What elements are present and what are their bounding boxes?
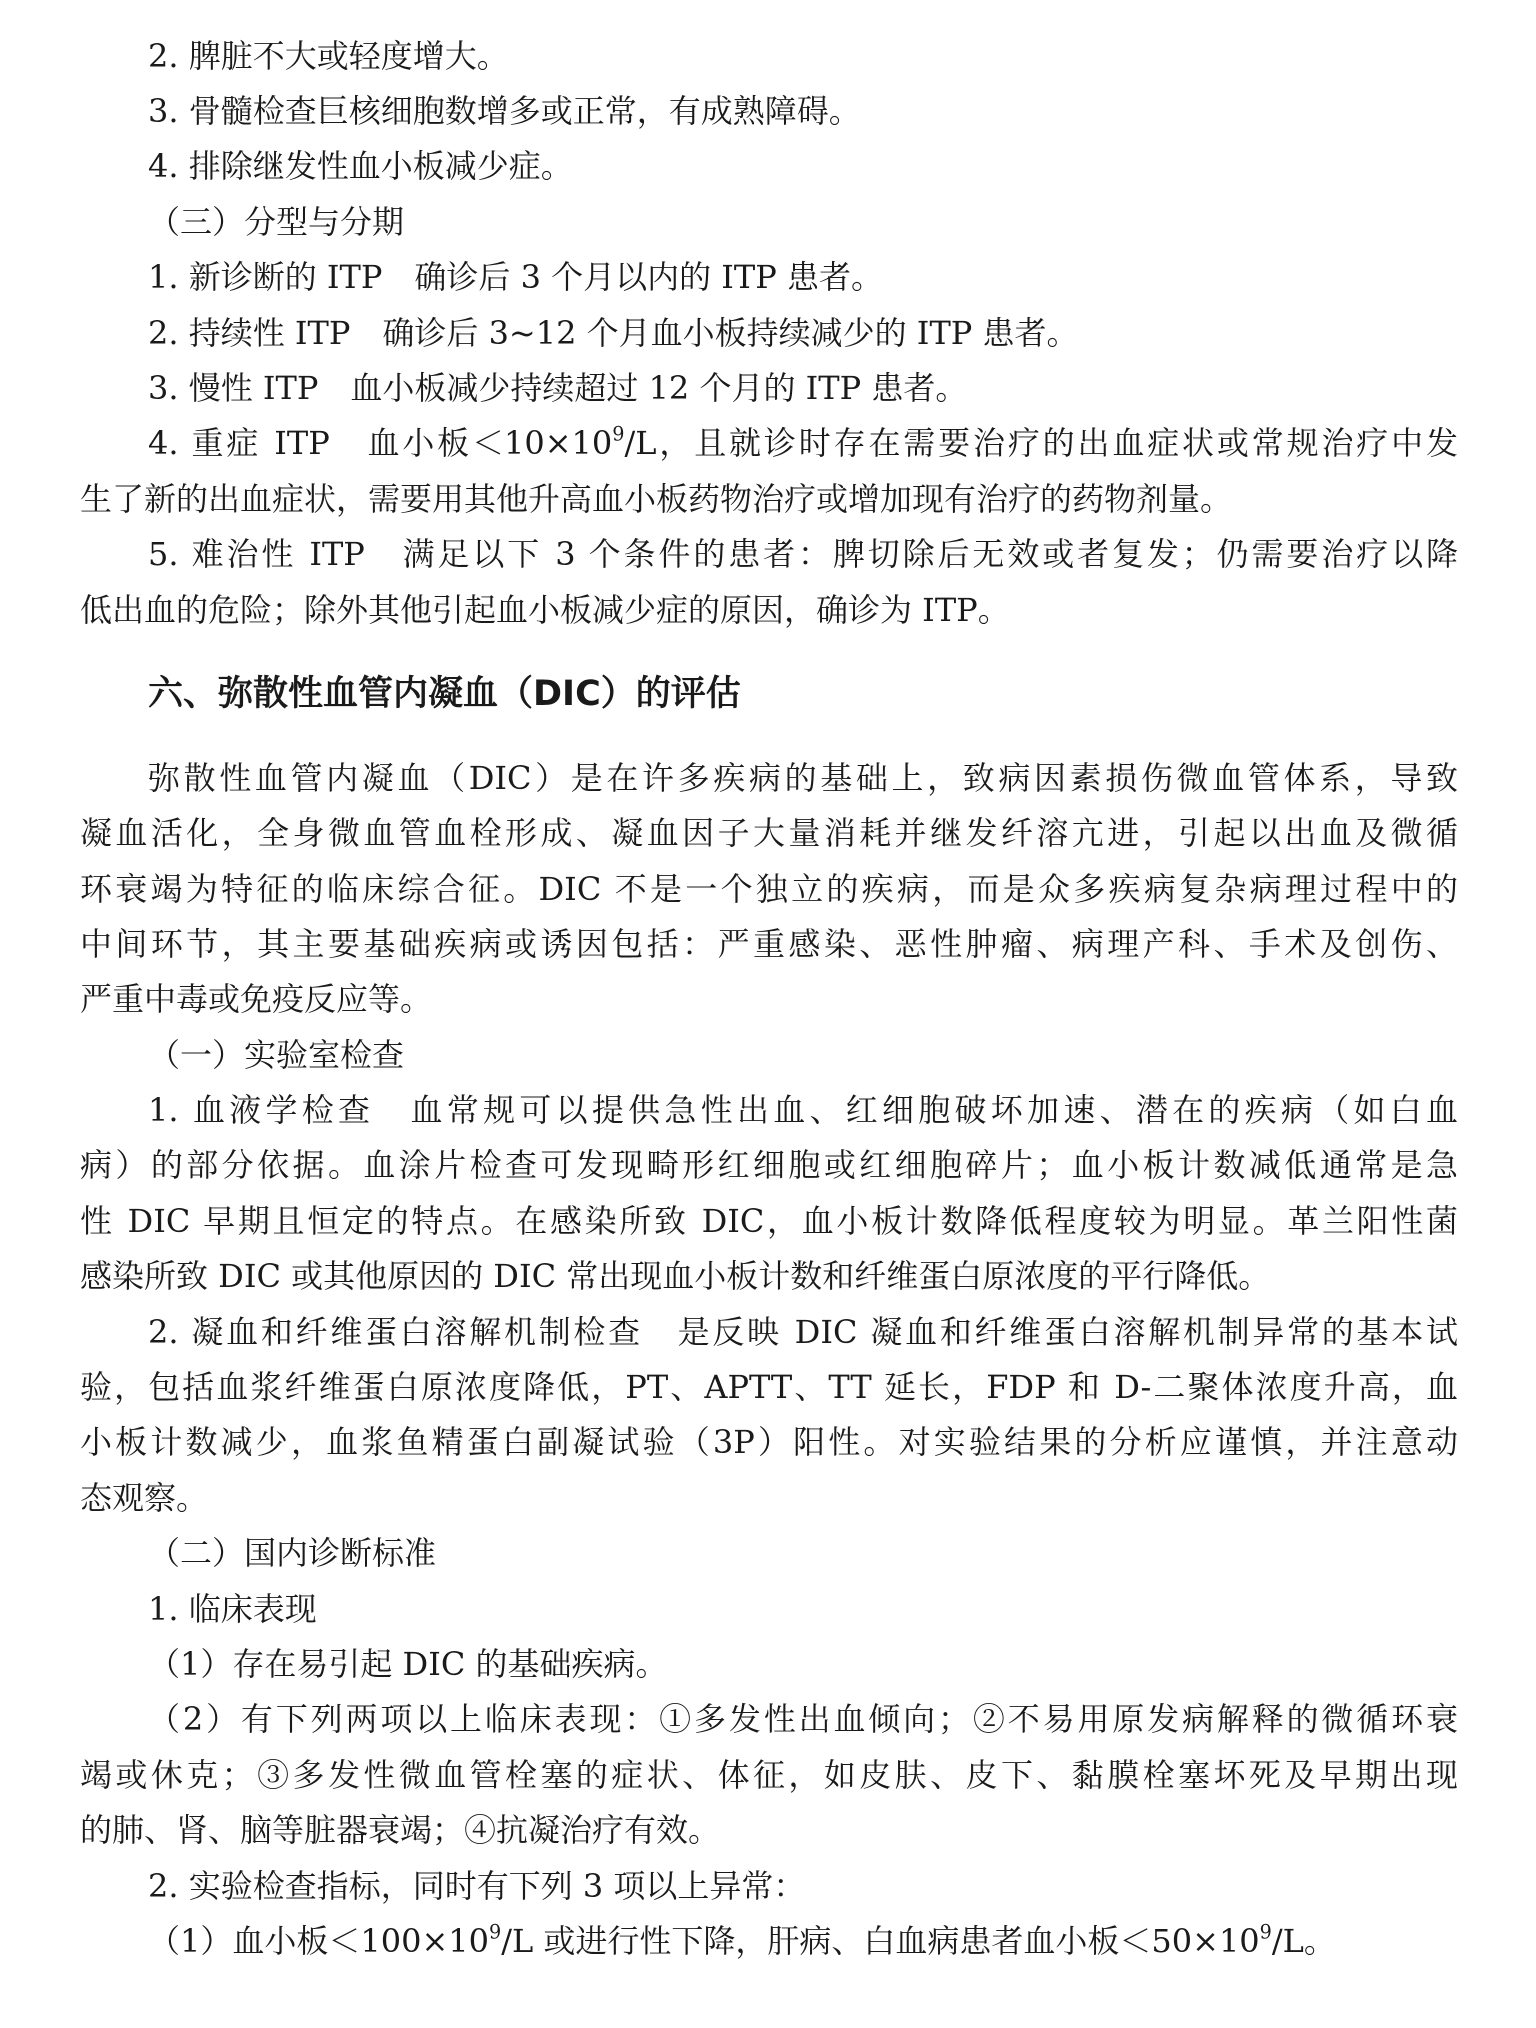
list-item: 1. 新诊断的 ITP 确诊后 3 个月以内的 ITP 患者。 [148, 258, 883, 296]
list-item: （1）存在易引起 DIC 的基础疾病。 [148, 1645, 668, 1683]
paragraph-line: 严重中毒或免疫反应等。 [80, 980, 433, 1018]
superscript: 9 [488, 1920, 502, 1944]
list-item: 3. 慢性 ITP 血小板减少持续超过 12 个月的 ITP 患者。 [148, 369, 968, 407]
paragraph-line: 环衰竭为特征的临床综合征。DIC 不是一个独立的疾病，而是众多疾病复杂病理过程中的 [80, 870, 1458, 908]
list-item: 4. 排除继发性血小板减少症。 [148, 147, 573, 185]
paragraph-line: 2. 凝血和纤维蛋白溶解机制检查 是反映 DIC 凝血和纤维蛋白溶解机制异常的基本试 [148, 1313, 1458, 1351]
list-item: 2. 实验检查指标，同时有下列 3 项以上异常： [148, 1867, 806, 1905]
text-part: （1）血小板＜100×10 [148, 1922, 489, 1960]
list-item: 5. 难治性 ITP 满足以下 3 个条件的患者：脾切除后无效或者复发；仍需要治疗以降 [148, 535, 1458, 573]
text-part: /L 或进行性下降，肝病、白血病患者血小板＜50×10 [501, 1922, 1260, 1960]
list-item [148, 1921, 1458, 1961]
paragraph-line: （2）有下列两项以上临床表现：①多发性出血倾向；②不易用原发病解释的微循环衰 [148, 1700, 1458, 1738]
paragraph-line: 验，包括血浆纤维蛋白原浓度降低，PT、APTT、TT 延长，FDP 和 D-二聚体浓度升高，血 [80, 1368, 1458, 1406]
paragraph-line: 凝血活化，全身微血管血栓形成、凝血因子大量消耗并继发纤溶亢进，引起以出血及微循 [80, 814, 1458, 852]
subheading: （二）国内诊断标准 [148, 1534, 437, 1572]
paragraph-line: 感染所致 DIC 或其他原因的 DIC 常出现血小板计数和纤维蛋白原浓度的平行降低。 [80, 1257, 1271, 1295]
text-part: /L。 [1271, 1922, 1336, 1960]
superscript: 9 [1259, 1920, 1272, 1944]
list-item: 2. 脾脏不大或轻度增大。 [148, 37, 509, 75]
text-part: 4. 重症 ITP 血小板＜10×10 [148, 424, 613, 462]
paragraph-line: 小板计数减少，血浆鱼精蛋白副凝试验（3P）阳性。对实验结果的分析应谨慎，并注意动 [80, 1423, 1458, 1461]
subheading: （一）实验室检查 [148, 1036, 405, 1074]
subheading: （三）分型与分期 [148, 203, 405, 241]
paragraph-line: 竭或休克；③多发性微血管栓塞的症状、体征，如皮肤、皮下、黏膜栓塞坏死及早期出现 [80, 1756, 1458, 1794]
paragraph-line: 1. 血液学检查 血常规可以提供急性出血、红细胞破坏加速、潜在的疾病（如白血 [148, 1091, 1458, 1129]
text-part: /L，且就诊时存在需要治疗的出血症状或常规治疗中发 [624, 424, 1458, 462]
section-heading: 六、弥散性血管内凝血（DIC）的评估 [148, 674, 741, 714]
list-item: 1. 临床表现 [148, 1590, 317, 1628]
list-item [148, 423, 1458, 463]
list-item: 2. 持续性 ITP 确诊后 3~12 个月血小板持续减少的 ITP 患者。 [148, 314, 1079, 352]
paragraph-line: 性 DIC 早期且恒定的特点。在感染所致 DIC，血小板计数降低程度较为明显。革兰阳性菌 [80, 1202, 1458, 1240]
paragraph-line: 生了新的出血症状，需要用其他升高血小板药物治疗或增加现有治疗的药物剂量。 [80, 480, 1233, 518]
superscript: 9 [612, 422, 625, 446]
paragraph-line: 中间环节，其主要基础疾病或诱因包括：严重感染、恶性肿瘤、病理产科、手术及创伤、 [80, 925, 1458, 963]
paragraph-line: 的肺、肾、脑等脏器衰竭；④抗凝治疗有效。 [80, 1811, 721, 1849]
paragraph-line: 病）的部分依据。血涂片检查可发现畸形红细胞或红细胞碎片；血小板计数减低通常是急 [80, 1146, 1458, 1184]
list-item: 3. 骨髓检查巨核细胞数增多或正常，有成熟障碍。 [148, 92, 861, 130]
paragraph-line: 弥散性血管内凝血（DIC）是在许多疾病的基础上，致病因素损伤微血管体系，导致 [148, 759, 1458, 797]
paragraph-line: 态观察。 [80, 1479, 209, 1517]
paragraph-line: 低出血的危险；除外其他引起血小板减少症的原因，确诊为 ITP。 [80, 591, 1010, 629]
